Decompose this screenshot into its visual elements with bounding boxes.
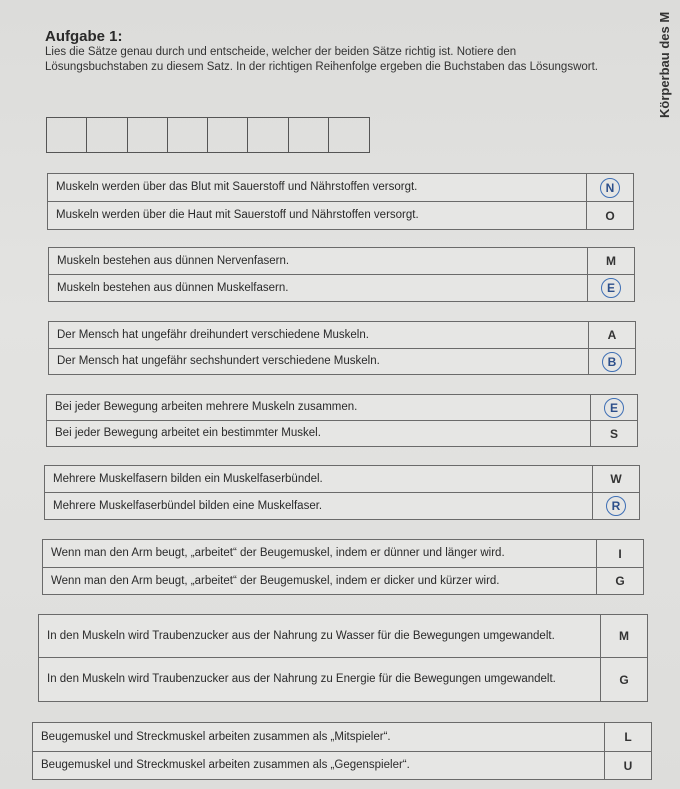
answer-grid[interactable] xyxy=(46,117,370,153)
statement-text: Beugemuskel und Streckmuskel arbeiten zusammen als „Gegenspieler“. xyxy=(33,752,605,779)
statement-pair xyxy=(32,722,652,780)
statement-pair xyxy=(38,614,648,702)
statement-text: Muskeln werden über die Haut mit Sauerstoff und Nährstoffen versorgt. xyxy=(48,202,587,229)
solution-letter: I xyxy=(618,546,622,561)
statement-row[interactable] xyxy=(43,540,643,568)
solution-letter: G xyxy=(619,672,629,687)
answer-box[interactable] xyxy=(128,118,168,152)
solution-letter: N xyxy=(587,178,633,198)
statement-row[interactable] xyxy=(33,752,651,779)
statement-row[interactable] xyxy=(49,349,635,374)
statement-pair xyxy=(42,539,644,595)
statement-text: Bei jeder Bewegung arbeitet ein bestimmter Muskel. xyxy=(47,421,591,446)
statement-text: Bei jeder Bewegung arbeiten mehrere Muskeln zusammen. xyxy=(47,395,591,420)
answer-box[interactable] xyxy=(47,118,87,152)
solution-letter: G xyxy=(615,574,625,588)
statement-row[interactable] xyxy=(48,202,633,229)
statement-text: Mehrere Muskelfasern bilden ein Muskelfaserbündel. xyxy=(45,466,593,492)
solution-letter: W xyxy=(610,472,622,486)
solution-letter: E xyxy=(591,398,637,418)
statement-text: Muskeln werden über das Blut mit Sauerstoff und Nährstoffen versorgt. xyxy=(48,174,587,201)
statement-text: Der Mensch hat ungefähr dreihundert verschiedene Muskeln. xyxy=(49,322,589,348)
statement-pair xyxy=(44,465,640,520)
statement-row[interactable] xyxy=(45,466,639,493)
answer-box[interactable] xyxy=(248,118,288,152)
statement-row[interactable] xyxy=(39,658,647,701)
answer-box[interactable] xyxy=(87,118,127,152)
statement-text: Wenn man den Arm beugt, „arbeitet“ der Beugemuskel, indem er dicker und kürzer wird. xyxy=(43,568,597,594)
solution-letter: E xyxy=(588,278,634,298)
answer-box[interactable] xyxy=(168,118,208,152)
task-title: Aufgabe 1: xyxy=(45,28,123,45)
statement-text: Muskeln bestehen aus dünnen Nervenfasern. xyxy=(49,248,588,274)
solution-letter: R xyxy=(593,496,639,516)
statement-row[interactable] xyxy=(48,174,633,202)
side-header-text: Körperbau des M xyxy=(657,11,672,118)
side-header xyxy=(649,0,680,130)
solution-letter: L xyxy=(624,730,632,744)
statement-text: Muskeln bestehen aus dünnen Muskelfasern. xyxy=(49,275,588,301)
solution-letter: B xyxy=(589,352,635,372)
answer-box[interactable] xyxy=(208,118,248,152)
statement-row[interactable] xyxy=(47,395,637,421)
statement-row[interactable] xyxy=(49,248,634,275)
solution-letter: O xyxy=(605,208,615,223)
solution-letter: M xyxy=(606,254,616,268)
answer-box[interactable] xyxy=(289,118,329,152)
statement-pair xyxy=(47,173,634,230)
statement-text: In den Muskeln wird Traubenzucker aus der Nahrung zu Wasser für die Bewegungen umgewandelt. xyxy=(39,615,601,657)
statement-row[interactable] xyxy=(33,723,651,752)
statement-pair xyxy=(48,247,635,302)
statement-text: In den Muskeln wird Traubenzucker aus der Nahrung zu Energie für die Bewegungen umgewandelt. xyxy=(39,658,601,701)
statement-row[interactable] xyxy=(39,615,647,658)
statement-text: Beugemuskel und Streckmuskel arbeiten zusammen als „Mitspieler“. xyxy=(33,723,605,751)
statement-text: Mehrere Muskelfaserbündel bilden eine Muskelfaser. xyxy=(45,493,593,519)
statement-row[interactable] xyxy=(49,322,635,349)
statement-row[interactable] xyxy=(45,493,639,519)
statement-pair xyxy=(46,394,638,447)
solution-letter: S xyxy=(609,426,618,441)
task-instruction: Lies die Sätze genau durch und entscheide, welcher der beiden Sätze richtig ist. Notiere den Lösungsbuchstaben zu diesem Satz. In der richtigen Reihenfolge ergeben die Buchstaben das Lösungswort. xyxy=(45,46,598,73)
solution-letter: U xyxy=(623,758,633,773)
statement-row[interactable] xyxy=(47,421,637,446)
statement-text: Wenn man den Arm beugt, „arbeitet“ der Beugemuskel, indem er dünner und länger wird. xyxy=(43,540,597,567)
solution-letter: A xyxy=(607,328,617,342)
solution-letter: M xyxy=(619,629,629,643)
statement-row[interactable] xyxy=(43,568,643,594)
statement-text: Der Mensch hat ungefähr sechshundert verschiedene Muskeln. xyxy=(49,349,589,374)
statement-pair xyxy=(48,321,636,375)
answer-box[interactable] xyxy=(329,118,369,152)
statement-row[interactable] xyxy=(49,275,634,301)
